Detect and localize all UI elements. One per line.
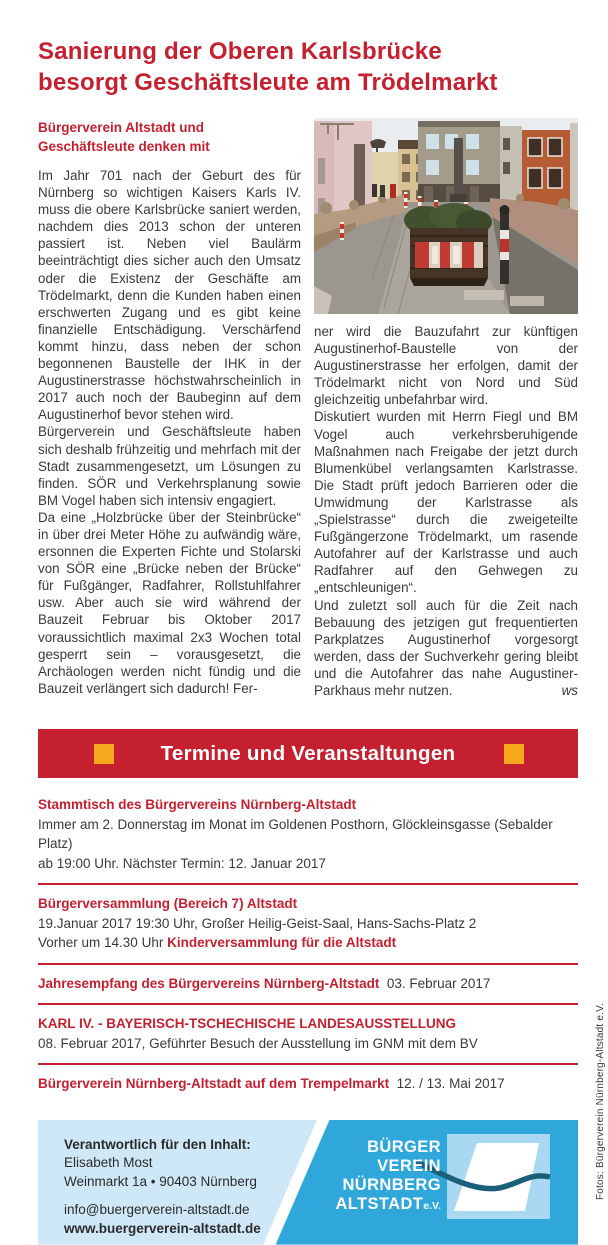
event-date: 12. / 13. Mai 2017 bbox=[396, 1076, 505, 1092]
event-line bbox=[38, 1074, 578, 1094]
event-line bbox=[38, 974, 578, 994]
contact-name: Elisabeth Most bbox=[64, 1155, 153, 1171]
event-item-stammtisch bbox=[38, 795, 578, 873]
divider bbox=[38, 1003, 578, 1005]
newsletter-page bbox=[0, 36, 608, 1236]
events-list bbox=[38, 795, 578, 1094]
event-item-karl-iv bbox=[38, 1014, 578, 1053]
event-detail-highlight: Kinderversammlung für die Altstadt bbox=[167, 935, 397, 951]
event-title: Bürgerversammlung (Bereich 7) Altstadt bbox=[38, 896, 298, 912]
event-detail: 19.Januar 2017 19:30 Uhr, Großer Heilig-Geist-Saal, Hans-Sachs-Platz 2 bbox=[38, 915, 477, 931]
event-title: Stammtisch des Bürgervereins Nürnberg-Altstadt bbox=[38, 797, 357, 813]
logo-line: ALTSTADTe.V. bbox=[335, 1194, 441, 1213]
event-detail: Immer am 2. Donnerstag im Monat im Goldenen Posthorn, Glöckleinsgasse (Sebalder Platz) bbox=[38, 816, 553, 852]
article-left-column bbox=[38, 118, 301, 699]
page-title-line2: besorgt Geschäftsleute am Trödelmarkt bbox=[38, 69, 498, 96]
contact-address: Weinmarkt 1a • 90403 Nürnberg bbox=[64, 1173, 257, 1189]
event-detail: ab 19:00 Uhr. Nächster Termin: 12. Januar 2017 bbox=[38, 855, 326, 871]
author-initials: ws bbox=[561, 682, 578, 698]
event-title: KARL IV. - BAYERISCH-TSCHECHISCHE LANDESAUSSTELLUNG bbox=[38, 1016, 457, 1032]
club-logo-text bbox=[335, 1138, 441, 1216]
event-detail-prefix: Vorher um 14.30 Uhr bbox=[38, 935, 168, 951]
article-paragraph: Im Jahr 701 nach der Geburt des für Nürnberg so wichtigen Kaisers Karls IV. muss die obere Karlsbrücke saniert werden, nachdem dies 2013 schon der unteren passiert ist. Neben viel Baulärm beeinträchtigt dies sicher auch den Umsatz oder die Existenz der Geschäfte am Trödelmarkt, denn die Kunden haben einen erschwerten Zugang und es gibt keine finanzielle Entschädigung. Verschärfend kommt hinzu, dass neben der schon begonnenen Baustelle der IHK in der Augustinerstrasse höchstwahrscheinlich in 2017 auch noch der Baubeginn auf dem Augustinerhof bevor stehen wird. bbox=[38, 168, 301, 423]
events-banner bbox=[38, 729, 578, 778]
logo-line: VEREIN bbox=[377, 1156, 441, 1175]
article-paragraph: Bürgerverein und Geschäftsleute haben sich deshalb frühzeitig und mehrfach mit der Stadt zusammengesetzt, um Lösungen zu finden. SÖR und Verkehrsplanung sowie BM Vogel haben sich intensiv engagiert. bbox=[38, 424, 301, 508]
banner-square-icon bbox=[504, 744, 524, 764]
article-subhead: Bürgerverein Altstadt und Geschäftsleute denken mit bbox=[38, 120, 210, 154]
contact-email: info@buergerverein-altstadt.de bbox=[64, 1202, 250, 1218]
event-item-jahresempfang bbox=[38, 974, 578, 994]
footer-contact bbox=[64, 1136, 261, 1239]
article-paragraph: Da eine „Holzbrücke über der Steinbrücke“ in über drei Meter Höhe zu aufwändig wäre, ersonnen die Experten Fichte und Stolarski von SÖR eine „Brücke neben der Brücke“ für Fußgänger, Radfahrer, Rollstuhlfahrer usw. Aber auch sie wird während der Bauzeit Februar bis Oktober 2017 voraussichtlich maximal 2x3 Wochen total gesperrt sein – vorausgesetzt, die Archäologen werden nicht fündig und die Bauzeit verlängert sich dadurch! Fer- bbox=[38, 509, 301, 696]
contact-website: www.buergerverein-altstadt.de bbox=[64, 1220, 261, 1236]
event-date: 03. Februar 2017 bbox=[386, 975, 491, 991]
logo-suffix: e.V. bbox=[423, 1199, 441, 1212]
event-item-buergerversammlung bbox=[38, 894, 578, 953]
article bbox=[38, 118, 578, 699]
responsible-label: Verantwortlich für den Inhalt: bbox=[64, 1136, 251, 1152]
street-photo bbox=[314, 118, 578, 314]
article-paragraph: ner wird die Bauzufahrt zur künftigen Augustinerhof-Baustelle von der Augustinerstrasse her erfolgen, damit der Trödelmarkt nicht von Nord und Süd gleichzeitig unbefahrbar wird. bbox=[314, 324, 578, 408]
logo-line: BÜRGER bbox=[367, 1137, 441, 1156]
events-banner-title: Termine und Veranstaltungen bbox=[160, 741, 456, 765]
event-title: Jahresempfang des Bürgervereins Nürnberg-Altstadt bbox=[38, 975, 380, 991]
article-right-column bbox=[314, 118, 578, 699]
event-title: Bürgerverein Nürnberg-Altstadt auf dem Trempelmarkt bbox=[38, 1076, 390, 1092]
divider bbox=[38, 963, 578, 965]
event-detail: 08. Februar 2017, Geführter Besuch der Ausstellung im GNM mit dem BV bbox=[38, 1035, 478, 1051]
event-detail bbox=[38, 933, 578, 953]
photo-credit: Fotos: Bürgerverein Nürnberg-Altstadt e.V. bbox=[595, 1002, 606, 1200]
page-title bbox=[38, 36, 578, 98]
page-title-line1: Sanierung der Oberen Karlsbrücke bbox=[38, 38, 442, 65]
article-paragraph bbox=[314, 597, 578, 700]
footer-impressum bbox=[38, 1120, 578, 1245]
event-item-trempelmarkt bbox=[38, 1074, 578, 1094]
banner-square-icon bbox=[94, 744, 114, 764]
divider bbox=[38, 1063, 578, 1065]
article-paragraph-text: Und zuletzt soll auch für die Zeit nach Bebauung des jetzigen gut frequentierten Parkplatzes Augustinerhof vorgesorgt werden, dass der Suchverkehr gering bleibt und die Autofahrer das nahe Augustiner-Parkhaus mehr nutzen. bbox=[314, 597, 578, 698]
divider bbox=[38, 883, 578, 885]
article-paragraph: Diskutiert wurden mit Herrn Fiegl und BM Vogel auch verkehrsberuhigende Maßnahmen nach Freigabe der jetzt durch Blumenkübel verlangsamten Karlstrasse. Die Stadt prüft jedoch Barrieren oder die Umwidmung der Karlstrasse als „Spielstrasse“ durch die zweigeteilte Fußgängerzone Trödelmarkt, um rasende Autofahrer auf der Karlstrasse und auch Radfahrer auf den Gehwegen zu „entschleunigen“. bbox=[314, 409, 578, 596]
club-logo bbox=[335, 1134, 550, 1220]
logo-line: NÜRNBERG bbox=[342, 1175, 441, 1194]
